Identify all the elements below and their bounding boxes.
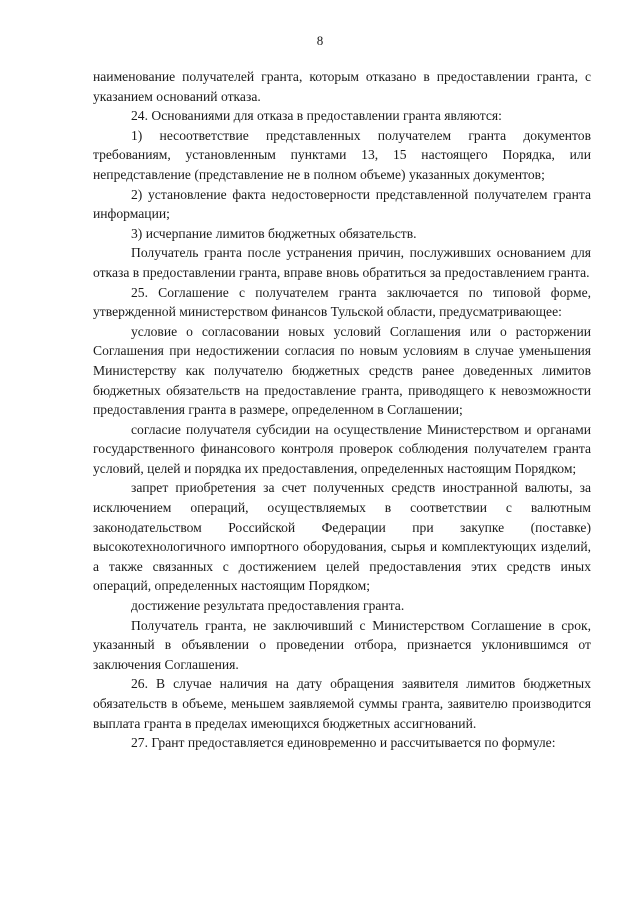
paragraph-continuation: наименование получателей гранта, которым отказано в предоставлении гранта, с указанием оснований отказа. — [93, 69, 591, 104]
paragraph-evasion: Получатель гранта, не заключивший с Министерством Соглашение в срок, указанный в объявлении о проведении отбора, признается уклонившимся от заключения Соглашения. — [93, 617, 591, 672]
paragraph-currency-ban: запрет приобретения за счет полученных средств иностранной валюты, за исключением операций, осуществляемых в соответствии с валютным законодательством Российской Федерации при закупке (поставке) высокотехнологичного импортного оборудования, сырья и комплектующих изделий, а также связанных с достижением целей предоставления этих средств иных операций, определенных настоящим Порядком; — [93, 480, 591, 594]
document-body — [93, 67, 591, 753]
paragraph-item-27: 27. Грант предоставляется единовременно и рассчитывается по формуле: — [131, 735, 556, 751]
paragraph-subitem-1: 1) несоответствие представленных получателем гранта документов требованиям, установленным пунктами 13, 15 настоящего Порядка, или непредставление (представление не в полном объеме) указанных документов; — [93, 127, 591, 182]
paragraph-subitem-3: 3) исчерпание лимитов бюджетных обязательств. — [131, 225, 417, 241]
paragraph-subitem-2: 2) установление факта недостоверности представленной получателем гранта информации; — [93, 186, 591, 222]
paragraph-item-25: 25. Соглашение с получателем гранта заключается по типовой форме, утвержденной министерством финансов Тульской области, предусматривающее: — [93, 284, 591, 320]
paragraph-condition-agreement: условие о согласовании новых условий Соглашения или о расторжении Соглашения при недостижении согласия по новым условиям в случае уменьшения Министерству как получателю бюджетных средств ранее доведенных лимитов бюджетных обязательств на предоставление гранта, приводящего к невозможности предоставления гранта в размере, определенном в Соглашении; — [93, 323, 591, 418]
paragraph-reapply: Получатель гранта после устранения причин, послуживших основанием для отказа в предоставлении гранта, вправе вновь обратиться за предоставлением гранта. — [93, 245, 591, 280]
paragraph-consent-checks: согласие получателя субсидии на осуществление Министерством и органами государственного финансового контроля проверок соблюдения получателем гранта условий, целей и порядка их предоставления, определенных настоящим Порядком; — [93, 421, 591, 476]
paragraph-item-26: 26. В случае наличия на дату обращения заявителя лимитов бюджетных обязательств в объеме, меньшем заявляемой суммы гранта, заявителю производится выплата гранта в пределах имеющихся бюджетных ассигнований. — [93, 676, 591, 731]
paragraph-result: достижение результата предоставления гранта. — [131, 598, 405, 614]
paragraph-item-24: 24. Основаниями для отказа в предоставлении гранта являются: — [131, 108, 502, 124]
page-number: 8 — [316, 33, 324, 48]
